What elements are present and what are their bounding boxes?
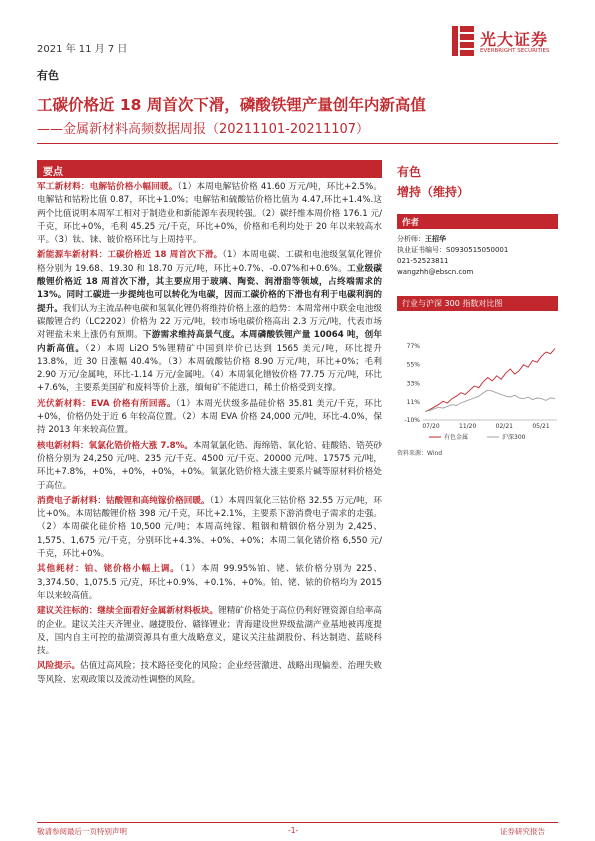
summary-body	[37, 181, 382, 689]
logo-text: 光大证券	[480, 30, 549, 49]
report-date: 2021 年 11 月 7 日	[37, 44, 128, 55]
series-line-1	[425, 390, 555, 411]
paragraph-consumer: 消费电子新材料：钴酸锂和高纯镓价格回暖。（1）本周四氧化三钴价格 32.55 万元/吨，环比+0%。本周钴酸锂价格 398 元/千克，环比+2.1%，主要系下游消费电子需求的走强。（2）本周碳化硅价格 10,500 元/吨；本周高纯镓、粗铟和精铟价格分别为 2,425、1,575、1,675 元/千克，分别环比+4.3%、+0%、+0%；本周二氧化锗价格 6,550 元/千克，环比+0%。	[37, 495, 382, 560]
footer-divider	[37, 822, 558, 823]
page-number: -1-	[288, 826, 299, 835]
page-subtitle: ——金属新材料高频数据周报（20211101-20211107）	[37, 122, 370, 137]
x-tick-label: 11/20	[459, 423, 477, 430]
paragraph-nev: 新能源车新材料：工碳价格近 18 周首次下滑。（1）本周电碳、工碳和电池级氢氧化锂价格分别为 19.68、19.30 和 18.70 万元/吨，环比+0.7%、-0.07%和+0.6%。工业级碳酸锂价格近 18 周首次下滑，其主要应用于玻璃、陶瓷、润滑脂等领域，占终端需求的 13%。同时工碳进一步提纯也可以转化为电碳，因而工碳价格的下滑也有利于电碳利润的提升。我们认为主流品种电碳和氢氧化锂仍将维持价格上涨的趋势：本周常州中联金电池级碳酸锂合约（LC2202）价格为 22 万元/吨，较市场电碳价格高出 2.3 万元/吨，代表市场对锂盐未来上涨仍有预期。下游需求维持高景气度。本周磷酸铁锂产量 10064 吨，创年内新高值。（2）本周 Li2O 5%锂精矿中国到岸价已达到 1565 美元/吨，环比提升 13.8%，近 30 日涨幅 40.4%。（3）本周硫酸钴价格 8.90 万元/吨，环比+0%；毛利 2.90 万元/金属吨，环比-1.14 万元/金属吨。（4）本周氧化镨钕价格 77.75 万元/吨，环比+7.6%，主要系美国矿和废料等价上涨，缅甸矿不能进口，稀土价格受到支撑。	[37, 250, 382, 394]
y-tick-label: 33%	[406, 380, 420, 388]
paragraph-military: 军工新材料：电解钴价格小幅回暖。（1）本周电解钴价格 41.60 万元/吨，环比+2.5%。电解钴和钴粉比值 0.87，环比+1.0%；电解钴和硫酸钴价格比值为 4.47,环比+1.4%.这两个比值说明本周军工相对于制造业和新能源车表现转强。（2）碳纤维本周价格 176.1 元/千克，环比+0%，毛利 45.25 元/千克，环比+0%，价格和毛利均处于 20 年以来较高水平。（3）钛、铼、铍价格环比与上周持平。	[37, 182, 382, 246]
y-tick-label: 77%	[406, 343, 420, 350]
logo-mark-icon	[452, 26, 474, 56]
footer-disclaimer[interactable]: 敬请参阅最后一页特别声明	[37, 827, 127, 836]
phone-number: 021-52523811	[397, 257, 449, 265]
y-tick-label: 55%	[406, 361, 420, 369]
index-comparison-chart	[397, 340, 562, 444]
sector-label: 有色	[37, 69, 59, 82]
legend-label: 沪深300	[502, 434, 526, 441]
author-heading: 作者	[397, 214, 558, 229]
x-tick-label: 05/21	[532, 423, 550, 430]
rating-label: 增持（维持）	[397, 185, 470, 199]
email-link[interactable]: wangzhh@ebscn.com	[397, 268, 474, 276]
x-tick-label: 07/20	[422, 423, 440, 430]
paragraph-risk: 风险提示。估值过高风险；技术路径变化的风险；企业经营激进、战略出现偏差、治理失败等风险、宏观政策以及流动性调整的风险。	[37, 661, 382, 685]
analyst-label: 分析师：	[397, 235, 425, 243]
analyst-name: 王招华	[425, 235, 446, 243]
legend-label: 有色金属	[444, 434, 469, 441]
company-logo	[452, 24, 562, 62]
report-type: 证券研究报告	[500, 827, 545, 836]
license-number: 执业证书编号：S0930515050001	[397, 246, 509, 254]
paragraph-nuclear: 核电新材料：氧氯化锆价格大涨 7.8%。本周氧氯化锆、海绵锆、氧化铪、硅酸锆、锆英砂价格分别为 24,250 元/吨、235 元/千克、4500 元/千克、20000 元/吨、17575 元/吨，环比+7.8%，+0%，+0%，+0%，+0%。氧氯化锆价格大涨主要系片碱等原材料价格处于高位。	[37, 440, 382, 491]
page-title: 工碳价格近 18 周首次下滑，磷酸铁锂产量创年内新高值	[37, 96, 426, 114]
x-tick-label: 02/21	[495, 423, 513, 430]
chart-source: 资料来源：Wind	[397, 450, 443, 457]
logo-subtext: EVERBRIGHT SECURITIES	[480, 48, 550, 54]
y-tick-label: 11%	[406, 399, 420, 407]
header-divider	[37, 143, 558, 144]
paragraph-other: 其他耗材：铂、铑价格小幅上调。（1）本周 99.95%铂、铑、铱价格分别为 225、3,374.50、1,075.5 元/克，环比+0.9%、+0.1%、+0%。铂、铑、铱的价格均为 2015 年以来较高值。	[37, 564, 382, 601]
chart-heading: 行业与沪深 300 指数对比图	[397, 296, 558, 311]
sidebar-sector: 有色	[397, 165, 422, 179]
summary-heading: 要点	[37, 160, 382, 178]
author-info	[397, 234, 508, 278]
series-line-0	[425, 349, 555, 412]
paragraph-targets: 建议关注标的：继续全面看好金属新材料板块。锂精矿价格处于高位仍利好锂资源自给率高的企业。建议关注天齐锂业、融捷股份、赣锋锂业；青海建设世界级盐湖产业基地被再度提及，国内自主可控的盐湖资源具有重大战略意义，建议关注盐湖股份、科达制造、蓝晓科技。	[37, 606, 382, 657]
paragraph-pv: 光伏新材料：EVA 价格有所回落。（1）本周光伏级多晶硅价格 35.81 美元/千克，环比+0%，价格仍处于近 6 年较高位置。（2）本周 EVA 价格 24,000 元/吨，环比-4.0%，保持 2013 年来较高位置。	[37, 398, 382, 436]
y-tick-label: -10%	[404, 417, 420, 424]
